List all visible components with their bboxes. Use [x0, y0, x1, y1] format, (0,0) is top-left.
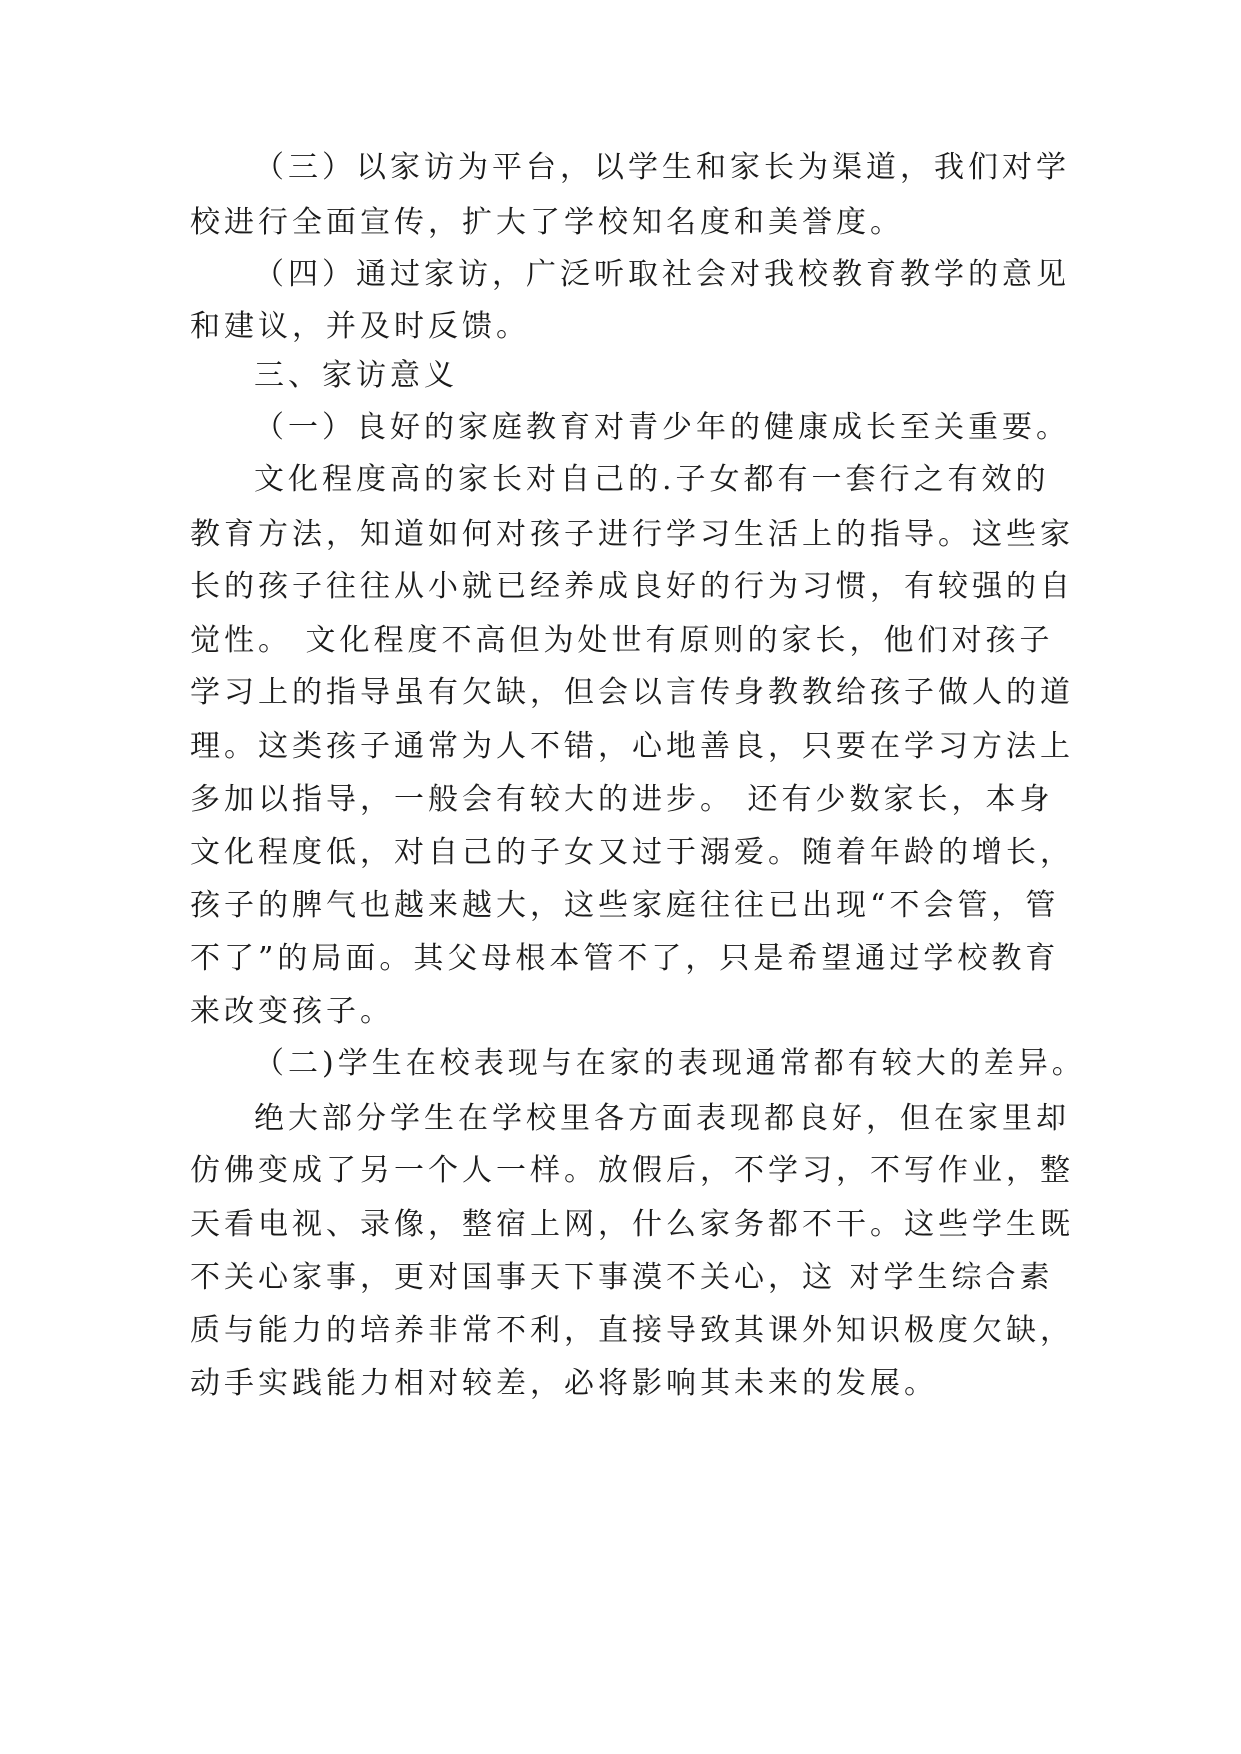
paragraph-line: 文化程度高的家长对自己的.子女都有一套行之有效的 — [254, 462, 1050, 497]
paragraph-line: 不了”的局面。其父母根本管不了，只是希望通过学校教育 — [190, 941, 1060, 976]
paragraph-line: 长的孩子往往从小就已经养成良好的行为习惯，有较强的自 — [190, 569, 1074, 604]
paragraph-line: 多加以指导，一般会有较大的进步。 还有少数家长，本身 — [190, 782, 1054, 817]
subsection-heading: （一）良好的家庭教育对青少年的健康成长至关重要。 — [254, 410, 1070, 445]
paragraph-line: 质与能力的培养非常不利，直接导致其课外知识极度欠缺， — [190, 1313, 1074, 1348]
paragraph-line: 觉性。 文化程度不高但为处世有原则的家长，他们对孩子 — [190, 623, 1054, 658]
paragraph-line: 文化程度低，对自己的子女又过于溺爱。随着年龄的增长， — [190, 835, 1074, 870]
paragraph-line: 校进行全面宣传，扩大了学校知名度和美誉度。 — [190, 205, 904, 240]
paragraph-line: （四）通过家访，广泛听取社会对我校教育教学的意见 — [254, 257, 1070, 292]
paragraph-line: 天看电视、录像，整宿上网，什么家务都不干。这些学生既 — [190, 1207, 1074, 1242]
paragraph-line: （三）以家访为平台，以学生和家长为渠道，我们对学 — [254, 150, 1070, 185]
paragraph-line: 孩子的脾气也越来越大，这些家庭往往已出现“不会管，管 — [190, 888, 1060, 923]
paragraph-line: 仿佛变成了另一个人一样。放假后，不学习，不写作业，整 — [190, 1153, 1074, 1188]
paragraph-line: 动手实践能力相对较差，必将影响其未来的发展。 — [190, 1366, 938, 1401]
paragraph-line: 来改变孩子。 — [190, 994, 394, 1029]
paragraph-line: 不关心家事，更对国事天下事漠不关心，这 对学生综合素 — [190, 1260, 1054, 1295]
section-heading: 三、家访意义 — [254, 358, 458, 393]
paragraph-line: 和建议，并及时反馈。 — [190, 309, 530, 344]
subsection-heading: （二)学生在校表现与在家的表现通常都有较大的差异。 — [254, 1046, 1086, 1081]
paragraph-line: 教育方法，知道如何对孩子进行学习生活上的指导。这些家 — [190, 517, 1074, 552]
paragraph-line: 绝大部分学生在学校里各方面表现都良好，但在家里却 — [254, 1101, 1070, 1136]
paragraph-line: 学习上的指导虽有欠缺，但会以言传身教教给孩子做人的道 — [190, 675, 1074, 710]
paragraph-line: 理。这类孩子通常为人不错，心地善良，只要在学习方法上 — [190, 729, 1074, 764]
